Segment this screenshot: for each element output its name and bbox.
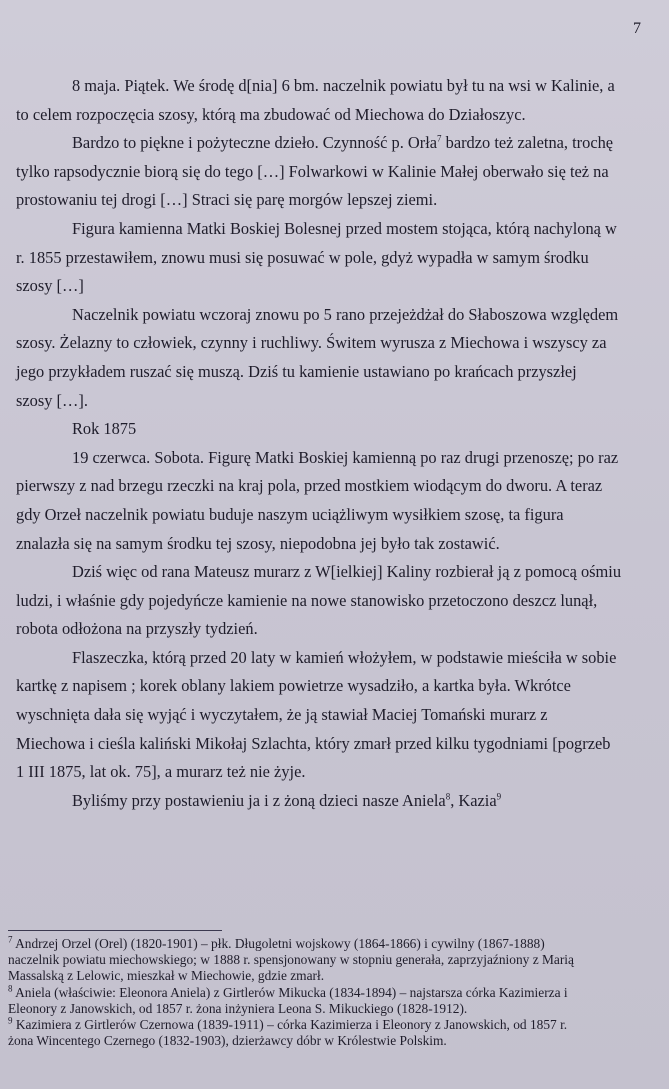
paragraph-flaszeczka bbox=[16, 644, 656, 787]
text-line: gdy Orzeł naczelnik powiatu buduje naszym uciążliwym wysiłkiem szosę, ta figura bbox=[16, 504, 564, 524]
text-line: to celem rozpoczęcia szosy, którą ma zbudować od Miechowa do Działoszyc. bbox=[16, 104, 526, 124]
text-line: Rok 1875 bbox=[72, 419, 137, 439]
text-line: Flaszeczka, którą przed 20 laty w kamień włożyłem, w podstawie mieściła w sobie bbox=[72, 647, 617, 667]
text-segment: , Kazia bbox=[450, 790, 497, 810]
text-segment: Byliśmy przy postawieniu ja i z żoną dzieci nasze Aniela bbox=[72, 790, 446, 810]
footnote-line bbox=[8, 936, 658, 952]
footnote-8 bbox=[8, 985, 658, 1017]
text-line bbox=[16, 787, 656, 816]
text-line bbox=[16, 129, 656, 158]
text-line: r. 1855 przestawiłem, znowu musi się posuwać w pole, gdyż wypadła w samym środku bbox=[16, 247, 589, 267]
paragraph-bardzo bbox=[16, 129, 656, 215]
text-line: 8 maja. Piątek. We środę d[nia] 6 bm. naczelnik powiatu był tu na wsi w Kalinie, a bbox=[72, 76, 615, 95]
paragraph-19-czerwca bbox=[16, 444, 656, 558]
text-line: wyschnięta dała się wyjąć i wyczytałem, że ją stawiał Maciej Tomański murarz z bbox=[16, 705, 548, 725]
footnote-line: Massalską z Lelowic, mieszkał w Miechowie, gdzie zmarł. bbox=[8, 968, 325, 984]
text-segment: Bardzo to piękne i pożyteczne dzieło. Czynność p. Orła bbox=[72, 133, 438, 153]
paragraph-bylismy bbox=[16, 787, 656, 816]
footnotes bbox=[8, 936, 658, 1049]
footnote-line bbox=[8, 985, 658, 1001]
footnote-9 bbox=[8, 1017, 658, 1049]
text-line: Naczelnik powiatu wczoraj znowu po 5 rano przejeżdżał do Słaboszowa względem bbox=[72, 304, 619, 324]
footnote-ref-8[interactable]: 8 bbox=[445, 791, 451, 802]
footnote-7 bbox=[8, 936, 658, 985]
footnote-number: 8 bbox=[8, 983, 13, 994]
text-line: pierwszy z nad brzegu rzeczki na kraj pola, przed mostkiem wiodącym do dworu. A teraz bbox=[16, 476, 603, 496]
paragraph-figura bbox=[16, 215, 656, 301]
diary-text bbox=[16, 72, 656, 815]
text-line: prostowaniu tej drogi […] Straci się parę morgów lepszej ziemi. bbox=[16, 190, 438, 210]
paragraph-dzis bbox=[16, 558, 656, 644]
footnote-line bbox=[8, 1017, 658, 1033]
text-line: Miechowa i cieśla kaliński Mikołaj Szlachta, który zmarł przed kilku tygodniami [pogrzeb bbox=[16, 733, 611, 753]
footnote-ref-9[interactable]: 9 bbox=[496, 791, 502, 802]
text-line: jego przykładem ruszać się muszą. Dziś tu kamienie ustawiano po krańcach przyszłej bbox=[16, 361, 577, 381]
page-number: 7 bbox=[633, 20, 641, 37]
paragraph-naczelnik bbox=[16, 301, 656, 415]
footnote-text: Aniela (właściwie: Eleonora Aniela) z Girtlerów Mikucka (1834-1894) – najstarsza córka Kazimierza i bbox=[12, 984, 568, 1000]
text-line: ludzi, i właśnie gdy pojedyńcze kamienie na nowe stanowisko przetoczono deszcz lunął, bbox=[16, 590, 598, 610]
footnote-number: 7 bbox=[8, 934, 13, 945]
footnote-line: Eleonory z Janowskich, od 1857 r. żona inżyniera Leona S. Mikuckiego (1828-1912). bbox=[8, 1000, 468, 1016]
text-line: znalazła się na samym środku tej szosy, niepodobna jej było tak zostawić. bbox=[16, 533, 500, 553]
footnote-separator bbox=[8, 930, 222, 931]
text-line: szosy. Żelazny to człowiek, czynny i ruchliwy. Świtem wyrusza z Miechowa i wszyscy za bbox=[16, 333, 607, 353]
text-line: Dziś więc od rana Mateusz murarz z W[ielkiej] Kaliny rozbierał ją z pomocą ośmiu bbox=[72, 562, 622, 582]
text-line: 1 III 1875, lat ok. 75], a murarz też nie żyje. bbox=[16, 762, 306, 782]
text-line: tylko rapsodycznie biorą się do tego […] Folwarkowi w Kalinie Małej oberwało się też na bbox=[16, 161, 609, 181]
text-line: szosy […] bbox=[16, 276, 84, 296]
text-line: kartkę z napisem ; korek oblany lakiem powietrze wysadziło, a kartka była. Wkrótce bbox=[16, 676, 571, 696]
footnote-ref-7[interactable]: 7 bbox=[437, 133, 442, 144]
text-segment: bardzo też zaletna, trochę bbox=[441, 133, 614, 153]
footnote-line: żona Wincentego Czernego (1832-1903), dzierżawcy dóbr w Królestwie Polskim. bbox=[8, 1033, 447, 1049]
text-line: Figura kamienna Matki Boskiej Bolesnej przed mostem stojąca, którą nachyloną w bbox=[72, 218, 617, 238]
footnote-text: Andrzej Orzel (Orel) (1820-1901) – płk. Długoletni wojskowy (1864-1866) i cywilny (1867-1888) bbox=[12, 936, 545, 951]
footnote-text: Kazimiera z Girtlerów Czernowa (1839-1911) – córka Kazimierza i Eleonory z Janowskich, od 1857 r. bbox=[12, 1017, 568, 1033]
text-line: szosy […]. bbox=[16, 390, 88, 410]
paragraph-8-maja bbox=[16, 72, 656, 129]
year-heading bbox=[16, 415, 656, 444]
footnote-number: 9 bbox=[8, 1015, 13, 1026]
text-line: 19 czerwca. Sobota. Figurę Matki Boskiej kamienną po raz drugi przenoszę; po raz bbox=[72, 447, 619, 467]
text-line: robota odłożona na przyszły tydzień. bbox=[16, 619, 258, 639]
footnote-line: naczelnik powiatu miechowskiego; w 1888 r. spensjonowany w stopniu generała, zaprzyjaźniony z Marią bbox=[8, 952, 574, 968]
